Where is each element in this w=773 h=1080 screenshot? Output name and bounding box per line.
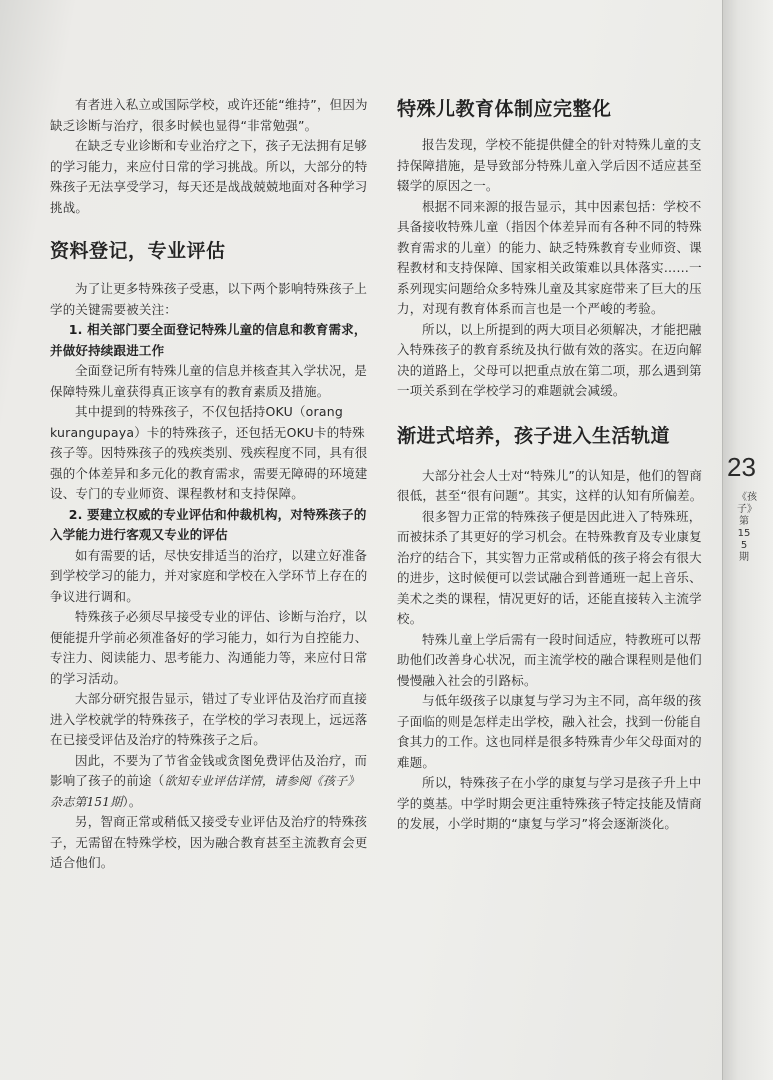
gradual-paragraph-1: 大部分社会人士对“特殊儿”的认知是，他们的智商很低，甚至“很有问题”。其实，这样的认知有所偏差。 (397, 467, 703, 503)
sub2-paragraph-2: 特殊孩子必须尽早接受专业的评估、诊断与治疗，以便能提升学前必须准备好的学习能力，如行为自控能力、专注力、阅读能力、思考能力、沟通能力等，来应付日常的学习活动。 (50, 609, 368, 686)
sub1-paragraph-2: 其中提到的特殊孩子，不仅包括持OKU（orang kurangupaya）卡的特殊孩子，还包括无OKU卡的特殊孩子等。因特殊孩子的残疾类别、残疾程度不同，具有很强的个体差异和多元化的教育需求，需要无障碍的环境建设、专门的专业师资、课程教材和支持保障。 (50, 404, 368, 501)
sub2-paragraph-1: 如有需要的话，尽快安排适当的治疗，以建立好准备到学校学习的能力，并对家庭和学校在入学环节上存在的争议进行调和。 (50, 547, 368, 604)
left-column (50, 95, 368, 874)
gradual-paragraph-4: 与低年级孩子以康复与学习为主不同，高年级的孩子面临的则是怎样走出学校，融入社会，找到一份能自食其力的工作。这也同样是很多特殊青少年父母面对的难题。 (397, 693, 702, 770)
sub1-paragraph-1: 全面登记所有特殊儿童的信息并核查其入学状况，是保障特殊儿童获得真正该享有的教育素质及措施。 (50, 363, 368, 399)
subheading-1-number: 1. (68, 322, 83, 337)
section-heading-gradual: 渐进式培养，孩子进入生活轨道 (397, 424, 671, 447)
issue-label: 《孩子》第155期 (737, 492, 757, 563)
system-paragraph-2: 根据不同来源的报告显示，其中因素包括：学校不具备接收特殊儿童（指因个体差异而有各种不同的特殊教育需求的儿童）的能力、缺乏特殊教育专业师资、课程教材和支持保障、国家相关政策难以具体落实……一系列现实问题给众多特殊儿童及其家庭带来了巨大的压力，对现有教育体系而言也是一个严峻的考验。 (397, 198, 702, 316)
cost-paragraph (50, 751, 368, 813)
cost-text-a: 因此，不要为了节省金钱或贪图免费评估及治疗，而影响了孩子的前途（ (50, 752, 368, 788)
final-left-paragraph: 另，智商正常或稍低又接受专业评估及治疗的特殊孩子，无需留在特殊学校，因为融合教育甚至主流教育会更适合他们。 (50, 814, 368, 870)
page-number: 23 (727, 452, 756, 482)
intro-paragraph-1: 有者进入私立或国际学校，或许还能“维持”，但因为缺乏诊断与治疗，很多时候也显得“非常勉强”。 (50, 97, 368, 133)
sub2-paragraph-3: 大部分研究报告显示，错过了专业评估及治疗而直接进入学校就学的特殊孩子，在学校的学习表现上，远远落在已接受评估及治疗的特殊孩子之后。 (50, 691, 368, 747)
cost-text-b: ）。 (122, 793, 142, 809)
subheading-2-number: 2. (68, 506, 83, 522)
system-paragraph-1: 报告发现，学校不能提供健全的针对特殊儿童的支持保障措施，是导致部分特殊儿童入学后因不适应甚至辍学的原因之一。 (397, 137, 702, 193)
gradual-paragraph-2: 很多智力正常的特殊孩子便是因此进入了特殊班，而被抹杀了其更好的学习机会。在特殊教育及专业康复治疗的结合下，其实智力正常或稍低的孩子将会有很大的进步，这时候便可以尝试融合到普通班一起上音乐、美术之类的课程，情况更好的话，还能直接转入主流学校。 (397, 508, 702, 626)
intro-paragraph-2: 在缺乏专业诊断和专业治疗之下，孩子无法拥有足够的学习能力，来应付日常的学习挑战。所以，大部分的特殊孩子无法享受学习，每天还是战战兢兢地面对各种学习挑战。 (50, 138, 368, 215)
cost-reference: 欲知专业评估详情，请参阅《孩子》杂志第151期 (50, 774, 360, 809)
section-heading-registration: 资料登记，专业评估 (50, 240, 226, 262)
gradual-paragraph-5: 所以，特殊孩子在小学的康复与学习是孩子升上中学的奠基。中学时期会更注重特殊孩子特定技能及情商的发展，小学时期的“康复与学习”将会逐渐淡化。 (397, 775, 702, 831)
subheading-2-text: 要建立权威的专业评估和仲裁机构，对特殊孩子的入学能力进行客观又专业的评估 (50, 506, 367, 542)
lead-paragraph: 为了让更多特殊孩子受惠，以下两个影响特殊孩子上学的关键需要被关注： (50, 281, 368, 317)
subheading-2 (50, 505, 368, 546)
subheading-1 (50, 320, 368, 361)
gradual-paragraph-3: 特殊儿童上学后需有一段时间适应，特教班可以帮助他们改善身心状况，而主流学校的融合课程则是他们慢慢融入社会的引路标。 (397, 631, 702, 688)
system-paragraph-3: 所以，以上所提到的两大项目必须解决，才能把融入特殊孩子的教育系统及执行做有效的落实。在迈向解决的道路上，父母可以把重点放在第二项，那么遇到第一项关系到在学校学习的难题就会减缓。 (397, 321, 702, 398)
subheading-1-text: 相关部门要全面登记特殊儿童的信息和教育需求，并做好持续跟进工作 (50, 322, 367, 358)
right-column (397, 95, 709, 835)
section-heading-system: 特殊儿教育体制应完整化 (397, 98, 612, 120)
